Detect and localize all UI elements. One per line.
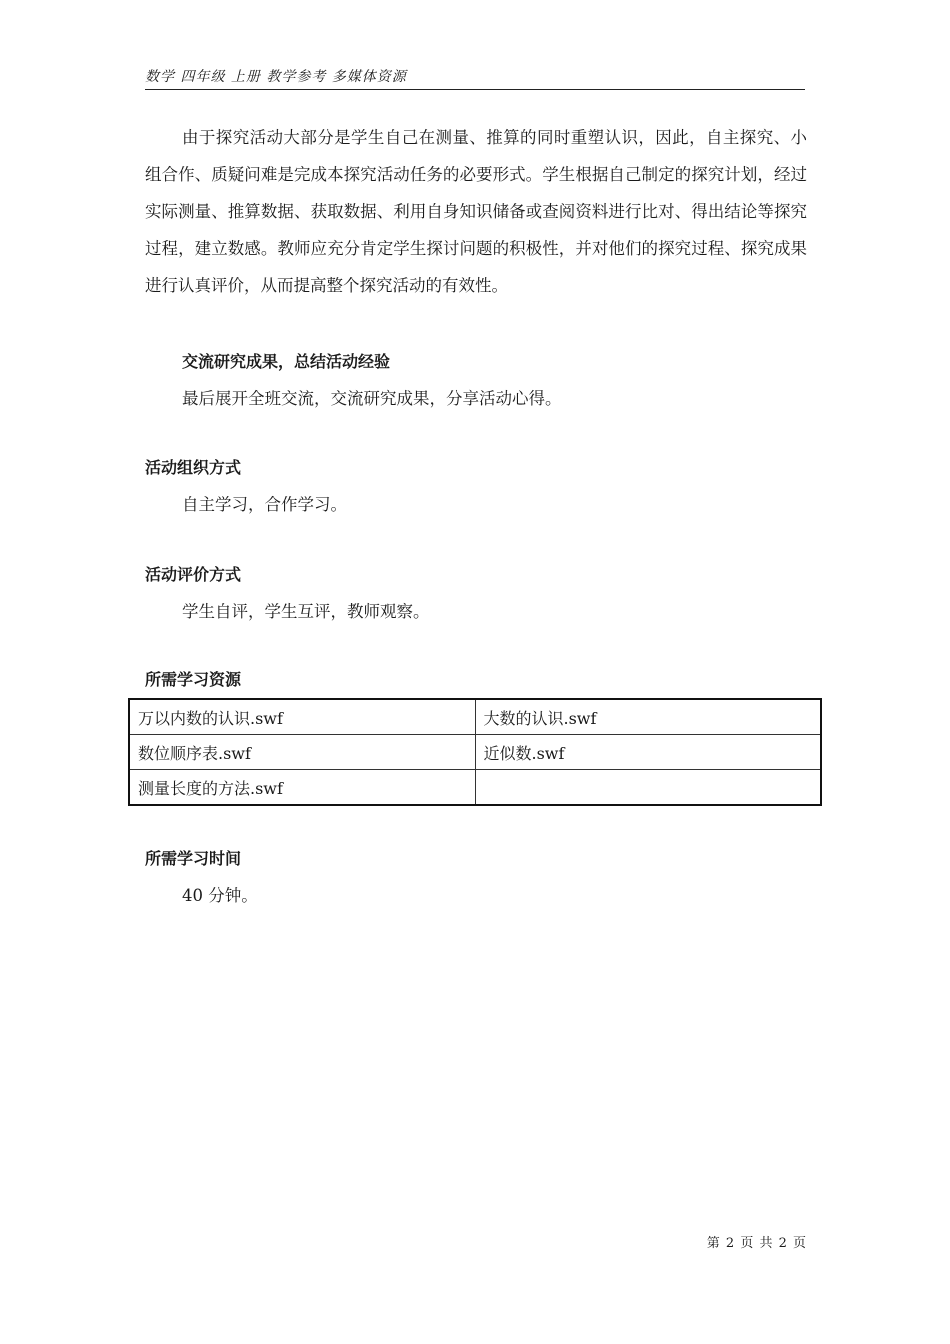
table-cell: 测量长度的方法.swf <box>129 770 475 806</box>
table-row <box>129 735 821 770</box>
table-cell: 大数的认识.swf <box>475 699 821 735</box>
table-cell: 数位顺序表.swf <box>129 735 475 770</box>
evaluation-text: 学生自评，学生互评，教师观察。 <box>182 602 430 621</box>
time-heading: 所需学习时间 <box>145 849 242 868</box>
table-cell <box>475 770 821 806</box>
resources-heading: 所需学习资源 <box>145 670 242 689</box>
table-row <box>129 770 821 806</box>
step-heading: 交流研究成果，总结活动经验 <box>182 352 391 371</box>
table-cell: 万以内数的认识.swf <box>129 699 475 735</box>
page-footer: 第 2 页 共 2 页 <box>706 1236 807 1251</box>
organization-heading: 活动组织方式 <box>145 458 242 477</box>
resources-table <box>128 698 822 806</box>
table-cell: 近似数.swf <box>475 735 821 770</box>
evaluation-heading: 活动评价方式 <box>145 565 242 584</box>
step-text: 最后展开全班交流，交流研究成果，分享活动心得。 <box>182 389 562 408</box>
table-row <box>129 699 821 735</box>
organization-text: 自主学习，合作学习。 <box>182 495 347 514</box>
intro-paragraph: 由于探究活动大部分是学生自己在测量、推算的同时重塑认识，因此，自主探究、小组合作、质疑问难是完成本探究活动任务的必要形式。学生根据自己制定的探究计划，经过实际测量、推算数据、获取数据、利用自身知识储备或查阅资料进行比对、得出结论等探究过程，建立数感。教师应充分肯定学生探讨问题的积极性，并对他们的探究过程、探究成果进行认真评价，从而提高整个探究活动的有效性。 <box>145 128 807 295</box>
time-text: 40 分钟。 <box>182 886 258 905</box>
page-header: 数学 四年级 上册 教学参考 多媒体资源 <box>145 66 805 90</box>
